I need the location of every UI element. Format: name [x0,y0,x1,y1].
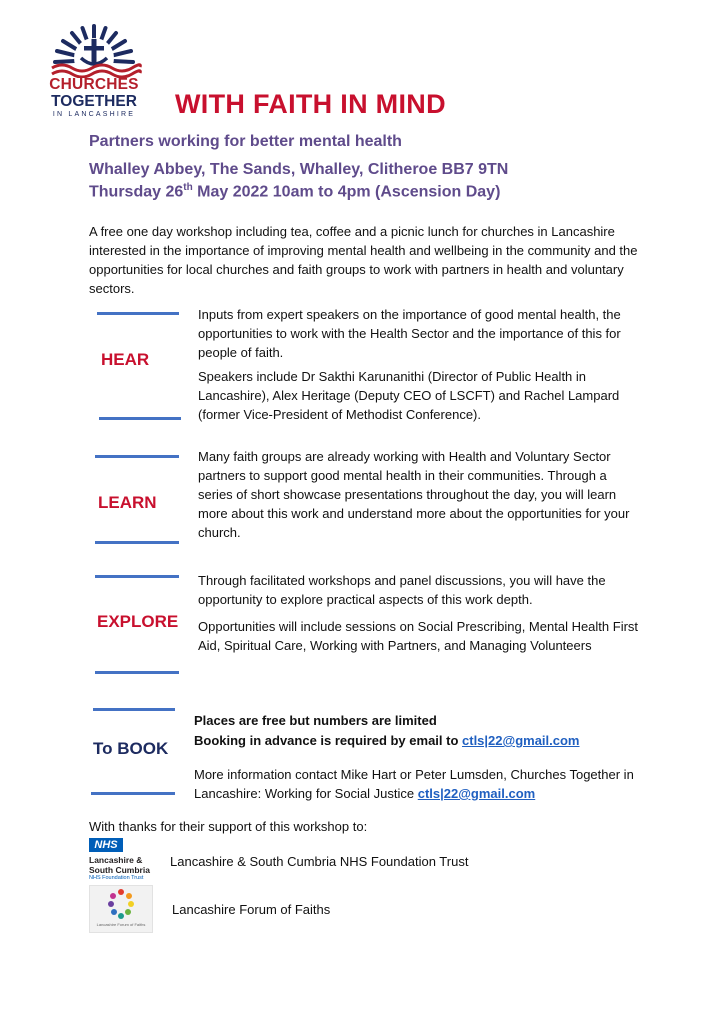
divider-bar [97,312,179,315]
booking-line-email [194,731,654,751]
divider-bar [99,417,181,420]
booking-line-places: Places are free but numbers are limited [194,713,437,728]
more-info-paragraph [194,765,654,803]
section-label-hear: HEAR [101,350,150,369]
intro-paragraph: A free one day workshop including tea, coffee and a picnic lunch for churches in Lancashire interested in the importance of improving mental health and wellbeing in the community and the opportunities for local churches and faith groups to work with partners in health and voluntary sectors. [89,224,638,296]
booking-line-text: Booking in advance is required by email to [194,733,463,748]
nhs-logo-line: NHS Foundation Trust [89,875,144,881]
nhs-trust-logo [89,838,161,884]
nhs-logo-line: Lancashire & [89,855,143,865]
nhs-badge: NHS [89,838,123,852]
divider-bar [95,671,179,674]
forum-logo-caption: Lancashire Forum of Faiths [96,922,146,927]
subtitle: Partners working for better mental health [89,133,402,150]
contact-email-link[interactable]: ctls|22@gmail.com [417,786,536,801]
thanks-text: With thanks for their support of this workshop to: [89,819,368,834]
section-label-learn: LEARN [98,493,157,512]
date-prefix: Thursday 26 [89,183,184,201]
explore-paragraph-workshops: Through facilitated workshops and panel discussions, you will have the opportunity to explore practical aspects of this work depth. [198,573,606,607]
sponsor-name-forum-of-faiths: Lancashire Forum of Faiths [172,902,331,917]
date-ordinal: th [183,182,193,193]
logo-line-lancashire: IN LANCASHIRE [52,111,136,118]
nhs-logo-line: South Cumbria [89,865,150,875]
booking-info [194,711,654,751]
event-date [89,182,500,201]
section-label-book: To BOOK [93,739,169,758]
hear-paragraph-speakers: Speakers include Dr Sakthi Karunanithi (Director of Public Health in Lancashire), Alex Heritage (Deputy CEO of LSCFT) and Rachel Lampard (former Vice-President of Methodist Conference). [198,369,620,422]
divider-bar [95,455,179,458]
learn-paragraph: Many faith groups are already working with Health and Voluntary Sector partners to support good mental health in their communities. Through a series of short showcase presentations throughout the day, you will learn more about this work and understand more about the opportunities for your church. [198,449,630,540]
explore-paragraph-opportunities: Opportunities will include sessions on Social Prescribing, Mental Health First Aid, Spiritual Care, Working with Partners, and Managing Volunteers [198,619,639,653]
forum-of-faiths-logo [89,885,153,933]
divider-bar [91,792,175,795]
section-label-explore: EXPLORE [97,612,179,631]
date-suffix: May 2022 10am to 4pm (Ascension Day) [192,183,501,201]
logo-line-churches: CHURCHES [49,76,139,93]
more-info-text: More information contact Mike Hart or Peter Lumsden, Churches Together in Lancashire: Working for Social Justice [194,767,634,801]
divider-bar [93,708,175,711]
sponsor-name-nhs: Lancashire & South Cumbria NHS Foundation Trust [170,854,469,869]
booking-email-link[interactable]: ctls|22@gmail.com [462,733,580,748]
cross-anchor-sunburst-icon [44,22,144,78]
logo-line-together: TOGETHER [51,93,137,110]
churches-together-logo [44,22,144,118]
faiths-circle-icon [90,886,152,922]
venue-address: Whalley Abbey, The Sands, Whalley, Clitheroe BB7 9TN [89,161,509,178]
divider-bar [95,575,179,578]
divider-bar [95,541,179,544]
page-title: WITH FAITH IN MIND [175,89,446,119]
hear-paragraph-inputs: Inputs from expert speakers on the importance of good mental health, the opportunities to work with the Health Sector and the importance of this for people of faith. [198,307,621,360]
